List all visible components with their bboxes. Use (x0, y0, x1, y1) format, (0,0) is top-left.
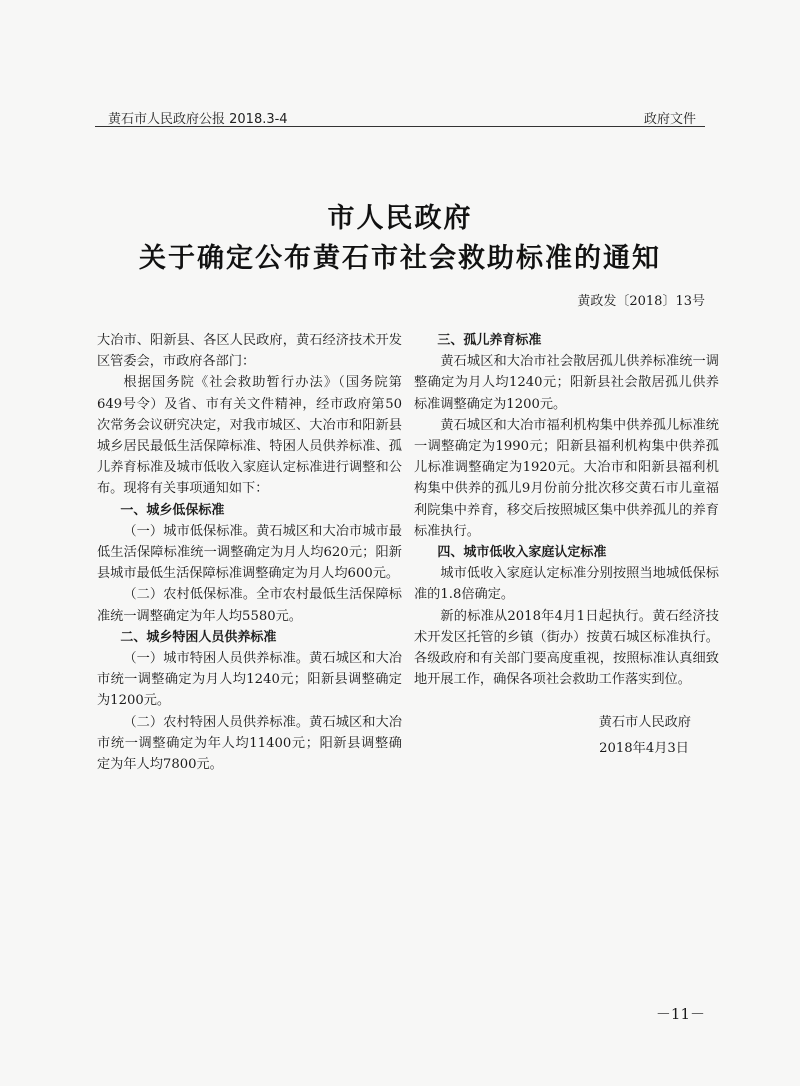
right-column (414, 330, 719, 759)
section-4-paragraph-1: 城市低收入家庭认定标准分别按照当地城低保标准的1.8倍确定。 (414, 566, 719, 603)
section-3-heading: 三、孤儿养育标准 (437, 333, 542, 348)
section-3-paragraph-2: 黄石城区和大冶市福利机构集中供养孤儿标准统一调整确定为1990元；阳新县福利机构集中供养孤儿标准调整确定为1920元。大冶市和阳新县福利机构集中供养的孤儿9月份前分批次移交黄石市儿童福利院集中养育，移交后按照城区集中供养孤儿的养育标准执行。 (414, 417, 719, 539)
section-2-paragraph-2: （二）农村特困人员供养标准。黄石城区和大冶市统一调整确定为年人均11400元；阳新县调整确定为年人均7800元。 (97, 714, 402, 773)
section-1-paragraph-2: （二）农村低保标准。全市农村最低生活保障标准统一调整确定为年人均5580元。 (97, 587, 402, 624)
section-header: 政府文件 (643, 112, 696, 127)
left-column (97, 330, 402, 775)
closing-paragraph: 新的标准从2018年4月1日起执行。黄石经济技术开发区托管的乡镇（街办）按黄石城区标准执行。各级政府和有关部门要高度重视，按照标准认真细致地开展工作，确保各项社会救助工作落实到位。 (414, 608, 719, 688)
section-2-heading: 二、城乡特困人员供养标准 (120, 629, 277, 645)
section-4-heading: 四、城市低收入家庭认定标准 (437, 545, 607, 561)
signature-organization: 黄石市人民政府 (598, 715, 691, 731)
journal-header: 黄石市人民政府公报 2018.3-4 (108, 112, 288, 127)
signature-date: 2018年4月3日 (599, 740, 689, 756)
salutation: 大冶市、阳新县、各区人民政府，黄石经济技术开发区管委会，市政府各部门： (97, 333, 402, 370)
section-2-paragraph-1: （一）城市特困人员供养标准。黄石城区和大冶市统一调整确定为月人均1240元；阳新县调整确定为1200元。 (97, 651, 402, 709)
intro-paragraph: 根据国务院《社会救助暂行办法》（国务院第649号令）及省、市有关文件精神，经市政府第50次常务会议研究决定，对我市城区、大冶市和阳新县城乡居民最低生活保障标准、特困人员供养标准、孤儿养育标准及城市低收入家庭认定标准进行调整和公布。现将有关事项通知如下： (97, 375, 402, 497)
section-1-heading: 一、城乡低保标准 (120, 502, 225, 518)
page-number: －11－ (655, 1005, 705, 1023)
page-title-line1: 市人民政府 (327, 203, 473, 234)
section-1-paragraph-1: （一）城市低保标准。黄石城区和大冶市城市最低生活保障标准统一调整确定为月人均620元；阳新县城市最低生活保障标准调整确定为月人均600元。 (97, 523, 402, 582)
page-title-line2: 关于确定公布黄石市社会救助标准的通知 (139, 243, 661, 274)
document-number: 黄政发〔2018〕13号 (577, 294, 705, 309)
section-3-paragraph-1: 黄石城区和大冶市社会散居孤儿供养标准统一调整确定为月人均1240元；阳新县社会散居孤儿供养标准调整确定为1200元。 (414, 354, 719, 412)
header-divider (95, 126, 705, 127)
